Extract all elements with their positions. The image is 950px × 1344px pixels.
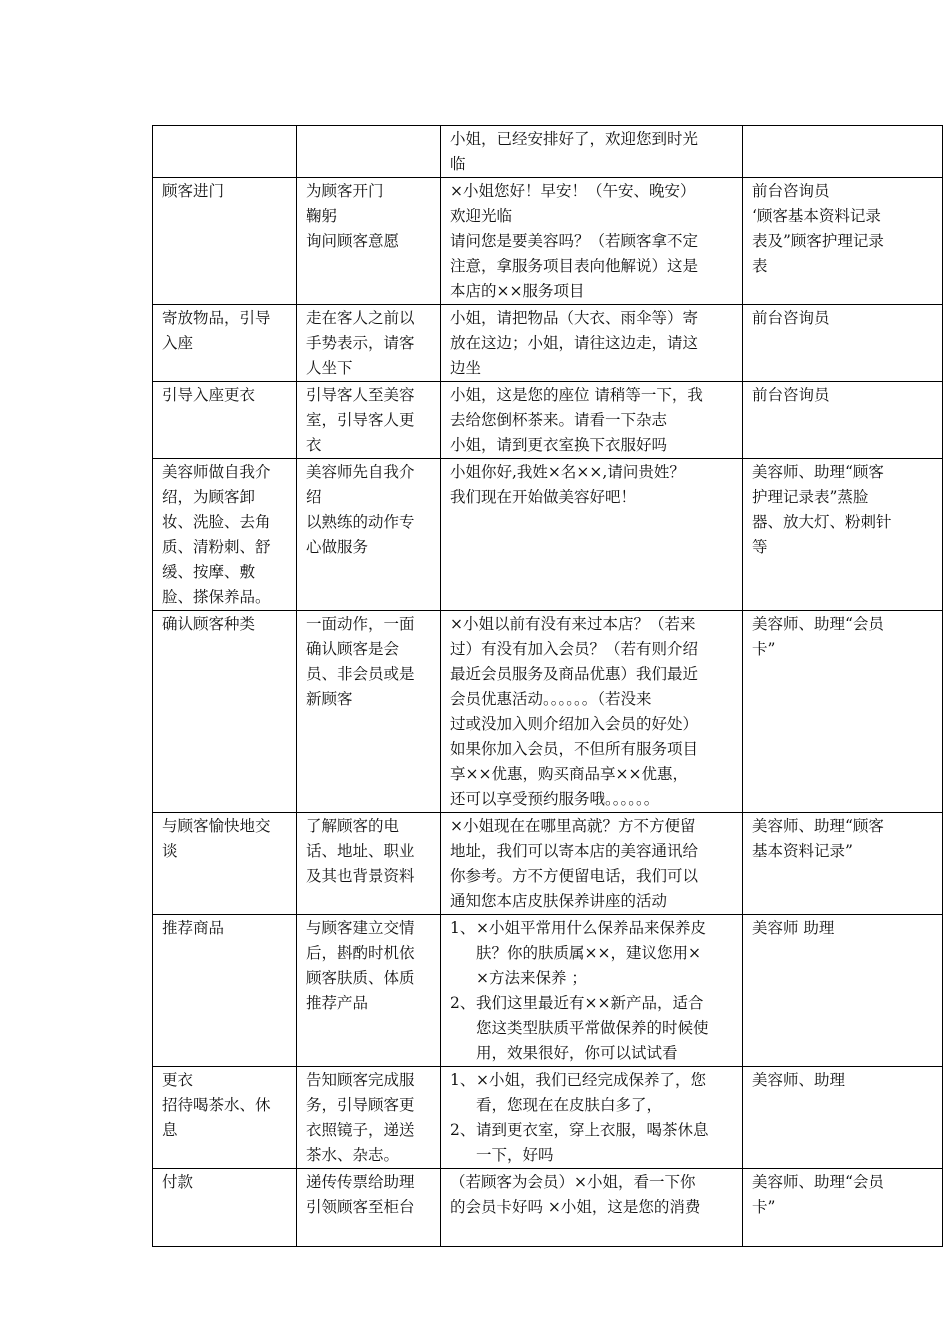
text-line: 美容师、助理“顾客: [752, 463, 884, 481]
text-line: 小姐，这是您的座位 请稍等一下，我: [450, 386, 703, 404]
service-procedure-table: [152, 125, 943, 1247]
text-line: 推荐产品: [306, 994, 369, 1012]
text-line: 请问您是要美容吗？（若顾客拿不定: [450, 232, 699, 250]
staff-cell: [743, 126, 943, 178]
action-cell: [297, 1169, 441, 1247]
staff-cell: [743, 1169, 943, 1247]
action-cell: [297, 813, 441, 915]
list-number: 1、: [450, 919, 476, 937]
text-line: 话、地址、职业: [306, 842, 415, 860]
text-line: 前台咨询员: [752, 309, 830, 327]
staff-cell: [743, 915, 943, 1067]
text-line: （若顾客为会员）×小姐，看一下你: [450, 1173, 696, 1191]
text-line: 息: [162, 1121, 178, 1139]
text-line: 看，您现在在皮肤白多了，: [476, 1096, 663, 1114]
text-line: 递传传票给助理: [306, 1173, 415, 1191]
text-line: 会员优惠活动。。。。。。（若没来: [450, 690, 652, 708]
text-line: 质、清粉刺、舒: [162, 538, 271, 556]
text-line: 享××优惠，购买商品享××优惠，: [450, 765, 688, 783]
text-line: 基本资料记录”: [752, 842, 853, 860]
text-line: 妆、洗脸、去角: [162, 513, 271, 531]
text-line: 后，斟酌时机依: [306, 944, 415, 962]
text-line: 前台咨询员: [752, 386, 830, 404]
text-line: 我们这里最近有××新产品，适合: [476, 994, 704, 1012]
list-number: 2、: [450, 994, 476, 1012]
text-line: 美容师、助理“会员: [752, 1173, 884, 1191]
text-line: 缓、按摩、敷: [162, 563, 256, 581]
table-row: [153, 305, 943, 382]
list-item: [450, 991, 733, 1066]
text-line: 美容师、助理“顾客: [752, 817, 884, 835]
list-number: 2、: [450, 1121, 476, 1139]
text-line: 引导入座更衣: [162, 386, 256, 404]
list-item: [450, 1068, 733, 1118]
table-row: [153, 178, 943, 305]
text-line: 美容师做自我介: [162, 463, 271, 481]
step-cell: [153, 813, 297, 915]
staff-cell: [743, 611, 943, 813]
text-line: 务，引导顾客更: [306, 1096, 415, 1114]
text-line: ×方法来保养 ；: [476, 969, 587, 987]
staff-cell: [743, 305, 943, 382]
text-line: 一面动作，一面: [306, 615, 415, 633]
text-line: 卡”: [752, 1198, 776, 1216]
text-line: 一下，好吗: [476, 1146, 554, 1164]
step-cell: [153, 1169, 297, 1247]
text-line: ×小姐，我们已经完成保养了，您: [476, 1071, 706, 1089]
text-line: 边坐: [450, 359, 482, 377]
text-line: 美容师、助理“会员: [752, 615, 884, 633]
text-line: 招待喝茶水、休: [162, 1096, 271, 1114]
text-line: 表: [752, 257, 768, 275]
text-line: 用，效果很好，你可以试试看: [476, 1044, 678, 1062]
action-cell: [297, 305, 441, 382]
step-cell: [153, 305, 297, 382]
text-line: 室，引导客人更: [306, 411, 415, 429]
text-line: 走在客人之前以: [306, 309, 415, 327]
text-line: 临: [450, 155, 466, 173]
dialogue-cell: [441, 915, 743, 1067]
text-line: 前台咨询员: [752, 182, 830, 200]
numbered-list: [450, 1068, 733, 1168]
text-line: 护理记录表”蒸脸: [752, 488, 869, 506]
list-item: [450, 916, 733, 991]
step-cell: [153, 382, 297, 459]
text-line: 顾客进门: [162, 182, 225, 200]
text-line: 如果你加入会员，不但所有服务项目: [450, 740, 699, 758]
list-number: 1、: [450, 1071, 476, 1089]
text-line: 欢迎光临: [450, 207, 513, 225]
text-line: 美容师、助理: [752, 1071, 846, 1089]
text-line: ×小姐现在在哪里高就？方不方便留: [450, 817, 696, 835]
action-cell: [297, 459, 441, 611]
action-cell: [297, 915, 441, 1067]
text-line: 告知顾客完成服: [306, 1071, 415, 1089]
dialogue-cell: [441, 178, 743, 305]
dialogue-cell: [441, 126, 743, 178]
text-line: 绍: [306, 488, 322, 506]
text-line: 还可以享受预约服务哦。。。。。。: [450, 790, 660, 808]
text-line: 小姐你好,我姓×名××,请问贵姓？: [450, 463, 685, 481]
table-row: [153, 1067, 943, 1169]
text-line: 去给您倒杯茶来。请看一下杂志: [450, 411, 668, 429]
dialogue-cell: [441, 382, 743, 459]
text-line: ×小姐您好！早安！（午安、晚安）: [450, 182, 696, 200]
text-line: 放在这边；小姐，请往这边走，请这: [450, 334, 699, 352]
action-cell: [297, 1067, 441, 1169]
step-cell: [153, 126, 297, 178]
text-line: 请到更衣室，穿上衣服，喝茶休息: [476, 1121, 709, 1139]
numbered-list: [450, 916, 733, 1066]
text-line: 了解顾客的电: [306, 817, 400, 835]
dialogue-cell: [441, 1067, 743, 1169]
text-line: 美容师先自我介: [306, 463, 415, 481]
text-line: 衣: [306, 436, 322, 454]
text-line: 手势表示，请客: [306, 334, 415, 352]
table-row: [153, 611, 943, 813]
staff-cell: [743, 1067, 943, 1169]
dialogue-cell: [441, 459, 743, 611]
step-cell: [153, 178, 297, 305]
staff-cell: [743, 459, 943, 611]
text-line: 等: [752, 538, 768, 556]
table-row: [153, 382, 943, 459]
text-line: 引领顾客至柜台: [306, 1198, 415, 1216]
text-line: 谈: [162, 842, 178, 860]
text-line: 更衣: [162, 1071, 194, 1089]
table-row: [153, 915, 943, 1067]
text-line: 地址，我们可以寄本店的美容通讯给: [450, 842, 699, 860]
text-line: ×小姐平常用什么保养品来保养皮: [476, 919, 706, 937]
step-cell: [153, 611, 297, 813]
text-line: 新顾客: [306, 690, 353, 708]
text-line: 寄放物品，引导: [162, 309, 271, 327]
text-line: 确认顾客种类: [162, 615, 256, 633]
text-line: ×小姐以前有没有来过本店？（若来: [450, 615, 696, 633]
table-row: [153, 1169, 943, 1247]
dialogue-cell: [441, 813, 743, 915]
text-line: 询问顾客意愿: [306, 232, 400, 250]
text-line: 以熟练的动作专: [306, 513, 415, 531]
text-line: 心做服务: [306, 538, 369, 556]
text-line: 确认顾客是会: [306, 640, 400, 658]
action-cell: [297, 178, 441, 305]
dialogue-cell: [441, 1169, 743, 1247]
text-line: 绍，为顾客卸: [162, 488, 256, 506]
text-line: 你参考。方不方便留电话，我们可以: [450, 867, 699, 885]
dialogue-cell: [441, 611, 743, 813]
text-line: 茶水、杂志。: [306, 1146, 400, 1164]
staff-cell: [743, 178, 943, 305]
text-line: 器、放大灯、粉刺针: [752, 513, 892, 531]
text-line: 员、非会员或是: [306, 665, 415, 683]
text-line: 您这类型肤质平常做保养的时候使: [476, 1019, 709, 1037]
text-line: 引导客人至美容: [306, 386, 415, 404]
dialogue-cell: [441, 305, 743, 382]
text-line: 推荐商品: [162, 919, 225, 937]
action-cell: [297, 382, 441, 459]
step-cell: [153, 459, 297, 611]
text-line: 小姐，已经安排好了，欢迎您到时光: [450, 130, 699, 148]
text-line: 表及”顾客护理记录: [752, 232, 884, 250]
text-line: 及其也背景资料: [306, 867, 415, 885]
text-line: 顾客肤质、体质: [306, 969, 415, 987]
step-cell: [153, 1067, 297, 1169]
text-line: ‘顾客基本资料记录: [752, 207, 881, 225]
table-row: [153, 459, 943, 611]
text-line: 人坐下: [306, 359, 353, 377]
text-line: 本店的××服务项目: [450, 282, 585, 300]
text-line: 美容师 助理: [752, 919, 835, 937]
text-line: 鞠躬: [306, 207, 338, 225]
text-line: 小姐，请把物品（大衣、雨伞等）寄: [450, 309, 699, 327]
text-line: 脸、搽保养品。: [162, 588, 271, 606]
text-line: 注意，拿服务项目表向他解说）这是: [450, 257, 699, 275]
text-line: 最近会员服务及商品优惠）我们最近: [450, 665, 699, 683]
table-row: [153, 813, 943, 915]
text-line: 入座: [162, 334, 194, 352]
text-line: 与顾客建立交情: [306, 919, 415, 937]
list-item: [450, 1118, 733, 1168]
step-cell: [153, 915, 297, 1067]
text-line: 付款: [162, 1173, 194, 1191]
staff-cell: [743, 813, 943, 915]
text-line: 过或没加入则介绍加入会员的好处）: [450, 715, 699, 733]
text-line: 的会员卡好吗 ×小姐，这是您的消费: [450, 1198, 701, 1216]
action-cell: [297, 611, 441, 813]
staff-cell: [743, 382, 943, 459]
text-line: 通知您本店皮肤保养讲座的活动: [450, 892, 668, 910]
text-line: 衣照镜子，递送: [306, 1121, 415, 1139]
table-row: [153, 126, 943, 178]
text-line: 为顾客开门: [306, 182, 384, 200]
text-line: 小姐，请到更衣室换下衣服好吗: [450, 436, 668, 454]
text-line: 卡”: [752, 640, 776, 658]
text-line: 过）有没有加入会员？（若有则介绍: [450, 640, 699, 658]
text-line: 与顾客愉快地交: [162, 817, 271, 835]
text-line: 肤？你的肤质属××，建议您用×: [476, 944, 701, 962]
action-cell: [297, 126, 441, 178]
text-line: 我们现在开始做美容好吧！: [450, 488, 637, 506]
